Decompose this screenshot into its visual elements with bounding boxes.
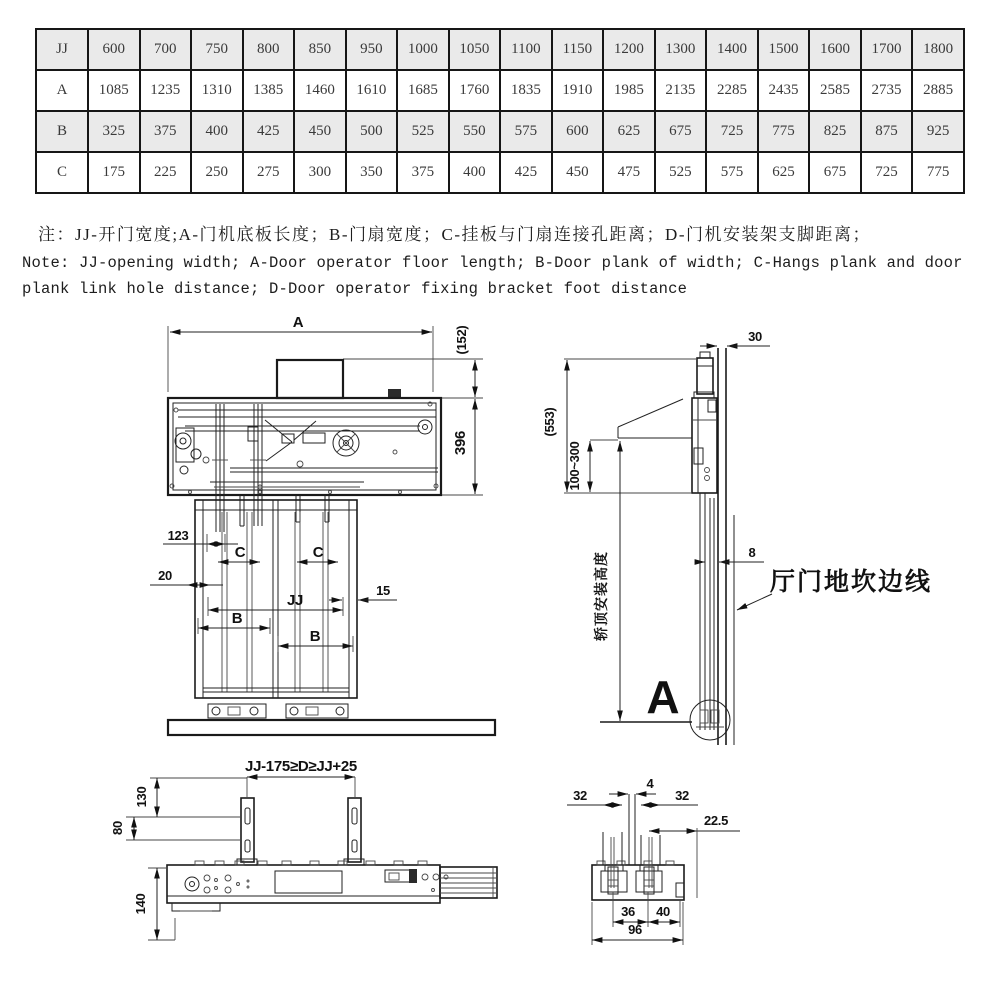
value-cell: 1385 [243,70,295,111]
value-cell: 725 [706,111,758,152]
dim-label-140: 140 [133,893,148,915]
value-cell: 1235 [140,70,192,111]
dim-label-c-right: C [312,544,324,561]
sill-profile-body [592,865,684,900]
value-cell: 2135 [655,70,707,111]
value-cell: 250 [191,152,243,193]
door-guide-right [286,704,348,718]
value-cell: 1100 [500,29,552,70]
door-panels [195,500,357,698]
row-label-cell: JJ [36,29,88,70]
control-box [277,360,343,398]
plan-view [110,758,497,940]
detail-mark-a: A [646,671,680,723]
value-cell: 725 [861,152,913,193]
value-cell: 275 [243,152,295,193]
dim-label-80: 80 [110,821,125,835]
value-cell: 325 [88,111,140,152]
value-cell: 625 [603,111,655,152]
value-cell: 1760 [449,70,501,111]
dim-label-8: 8 [748,545,756,560]
value-cell: 1800 [912,29,964,70]
value-cell: 2285 [706,70,758,111]
value-cell: 1000 [397,29,449,70]
value-cell: 875 [861,111,913,152]
value-cell: 950 [346,29,398,70]
dim-label-b-right: B [309,628,321,645]
value-cell: 775 [758,111,810,152]
value-cell: 500 [346,111,398,152]
value-cell: 425 [243,111,295,152]
dim-label-152: (152) [454,325,469,355]
table-row [36,152,964,193]
belt-pulley [418,420,432,434]
value-cell: 1610 [346,70,398,111]
dim-label-32-right: 32 [675,788,689,803]
dim-label-40: 40 [656,904,670,919]
dim-label-22-5: 22.5 [703,813,729,828]
value-cell: 925 [912,111,964,152]
value-cell: 450 [294,111,346,152]
value-cell: 550 [449,111,501,152]
value-cell: 675 [655,111,707,152]
value-cell: 1600 [809,29,861,70]
value-cell: 1500 [758,29,810,70]
table-row [36,70,964,111]
note-line-english-2: plank link hole distance; D-Door operator fixing bracket foot distance [22,280,688,298]
sill-base [168,720,495,735]
frame-top-widget [388,389,401,397]
value-cell: 1910 [552,70,604,111]
base-plate-cutout [275,871,342,893]
section-view [567,776,740,945]
value-cell: 1985 [603,70,655,111]
value-cell: 425 [500,152,552,193]
value-cell: 375 [397,152,449,193]
dim-label-4: 4 [646,776,654,791]
operator-frame [168,398,441,495]
notes-block [22,220,980,302]
value-cell: 600 [552,111,604,152]
spec-table [35,28,965,194]
dim-label-130: 130 [134,786,149,808]
value-cell: 625 [758,152,810,193]
value-cell: 2435 [758,70,810,111]
dim-label-jj: JJ [286,592,304,609]
sill-edge-label: 厅门地坎边线 [770,568,933,596]
note-line-chinese: 注：JJ-开门宽度;A-门机底板长度；B-门扇宽度；C-挂板与门扇连接孔距离；D-门机安装架支脚距离； [38,225,871,244]
value-cell: 400 [449,152,501,193]
dim-label-32-left: 32 [573,788,587,803]
value-cell: 450 [552,152,604,193]
value-cell: 1400 [706,29,758,70]
table-row [36,29,964,70]
value-cell: 400 [191,111,243,152]
note-line-english-1: Note: JJ-opening width; A-Door operator floor length; B-Door plank of width; C-Hangs plank and door [22,254,963,272]
spec-table-body [36,29,964,193]
value-cell: 575 [706,152,758,193]
value-cell: 575 [500,111,552,152]
value-cell: 1150 [552,29,604,70]
value-cell: 1310 [191,70,243,111]
value-cell: 2735 [861,70,913,111]
row-label-cell: C [36,152,88,193]
dim-label-c-left: C [234,544,246,561]
value-cell: 525 [655,152,707,193]
dim-label-396: 396 [452,430,469,456]
value-cell: 1200 [603,29,655,70]
dim-label-36: 36 [621,904,635,919]
dim-label-a: A [292,314,304,331]
dim-label-20: 20 [158,568,172,583]
dim-label-553: (553) [542,407,557,437]
side-view [542,329,932,745]
value-cell: 2885 [912,70,964,111]
row-label-cell: B [36,111,88,152]
dim-label-b-left: B [231,610,243,627]
value-cell: 525 [397,111,449,152]
table-row [36,111,964,152]
dim-label-100-300: 100~300 [567,441,582,491]
dim-label-15: 15 [376,583,390,598]
value-cell: 850 [294,29,346,70]
value-cell: 700 [140,29,192,70]
value-cell: 475 [603,152,655,193]
dim-label-123: 123 [167,528,189,543]
value-cell: 600 [88,29,140,70]
value-cell: 800 [243,29,295,70]
value-cell: 2585 [809,70,861,111]
value-cell: 825 [809,111,861,152]
value-cell: 1085 [88,70,140,111]
value-cell: 1835 [500,70,552,111]
value-cell: 675 [809,152,861,193]
value-cell: 175 [88,152,140,193]
install-height-label: 轿顶安装高度 [593,551,609,641]
value-cell: 350 [346,152,398,193]
value-cell: 1300 [655,29,707,70]
value-cell: 750 [191,29,243,70]
door-guide-left [208,704,266,718]
value-cell: 1700 [861,29,913,70]
front-view [150,314,495,735]
technical-drawings [0,300,1000,1000]
dim-label-30: 30 [748,329,762,344]
value-cell: 1685 [397,70,449,111]
value-cell: 225 [140,152,192,193]
value-cell: 300 [294,152,346,193]
value-cell: 1460 [294,70,346,111]
value-cell: 1050 [449,29,501,70]
bracket-distance-formula: JJ-175≥D≥JJ+25 [245,758,357,775]
value-cell: 375 [140,111,192,152]
row-label-cell: A [36,70,88,111]
value-cell: 775 [912,152,964,193]
top-bracket [697,358,713,394]
dim-label-96: 96 [628,922,642,937]
